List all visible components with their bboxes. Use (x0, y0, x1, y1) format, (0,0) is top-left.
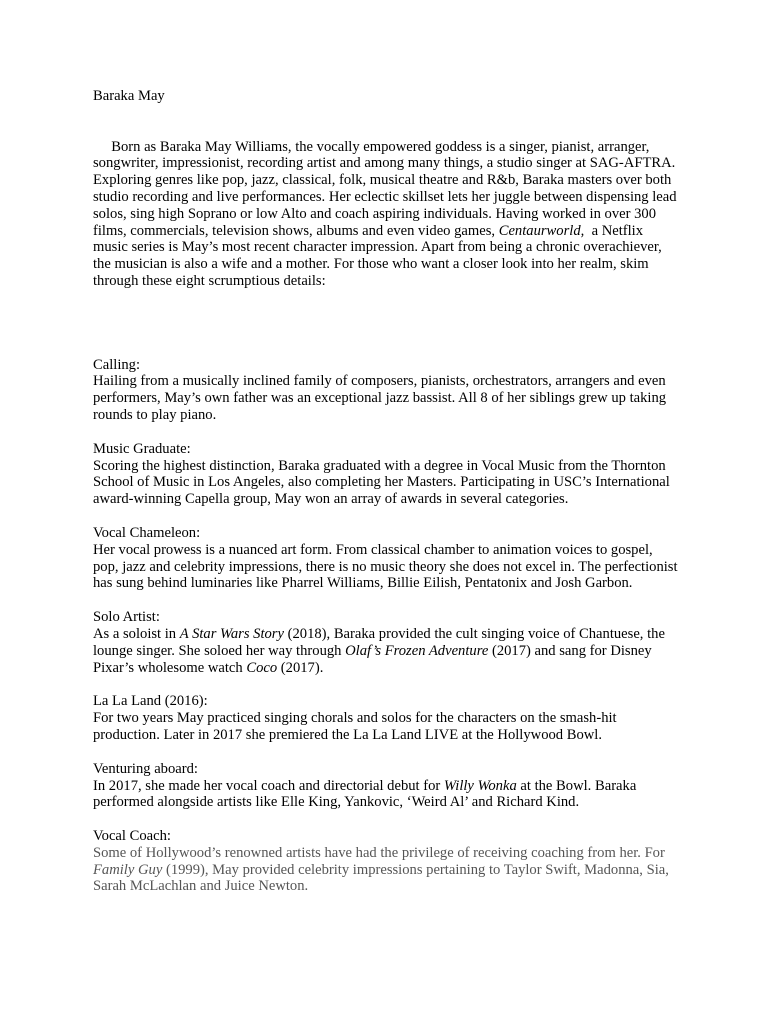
spacer (93, 307, 678, 357)
section-heading: Solo Artist: (93, 609, 160, 626)
section-text: Some of Hollywood’s renowned artists have had the privilege of receiving coaching from her. For (93, 844, 665, 861)
section-heading: Vocal Coach: (93, 828, 171, 845)
section-body (93, 845, 678, 895)
section-vocal-chameleon (93, 525, 678, 592)
intro-title-centaurworld: Centaurworld, (498, 222, 585, 239)
section-body (93, 710, 678, 744)
intro-paragraph (93, 122, 681, 307)
section-heading: Vocal Chameleon: (93, 524, 201, 541)
section-heading: Venturing aboard: (93, 760, 198, 777)
section-text: (1999), May provided celebrity impressions pertaining to Taylor Swift, Madonna, Sia, Sarah McLachlan and Juice Newton. (93, 861, 669, 895)
title-willy-wonka: Willy Wonka (443, 777, 517, 794)
section-venturing-aboard (93, 761, 678, 811)
section-heading: Calling: (93, 356, 141, 373)
section-la-la-land (93, 693, 678, 743)
section-text: In 2017, she made her vocal coach and directorial debut for (93, 777, 444, 794)
section-text: For two years May practiced singing chorals and solos for the characters on the smash-hit production. Later in 2017 she premiered the La La Land LIVE at the Hollywood Bowl. (93, 710, 617, 743)
section-body (93, 542, 678, 592)
section-solo-artist (93, 609, 678, 676)
title-family-guy: Family Guy (93, 861, 163, 878)
section-calling (93, 357, 678, 424)
section-body (93, 626, 678, 676)
section-text: Her vocal prowess is a nuanced art form. From classical chamber to animation voices to gospel, pop, jazz and celebrity impressions, there is no music theory she does not excel in. The perfectionist has sung behind luminaries like Pharrel Williams, Billie Eilish, Pentatonix and Josh Garbon. (93, 541, 678, 592)
intro-text: Born as Baraka May Williams, the vocally empowered goddess is a singer, pianist, arranger, songwriter, impressionist, recording artist and among many things, a studio singer at SAG-AFTRA. Exploring genres like pop, jazz, classical, folk, musical theatre and R&b, Baraka masters over both studio recording and live performances. Her eclectic skillset lets her juggle between dispensing lead solos, sing high Soprano or low Alto and coach aspiring individuals. Having worked in over 300 films, commercials, television shows, albums and even video games, (93, 138, 681, 239)
section-body (93, 778, 678, 812)
title-olafs-frozen-adventure: Olaf’s Frozen Adventure (345, 642, 489, 659)
section-body (93, 373, 678, 423)
section-text: Hailing from a musically inclined family of composers, pianists, orchestrators, arrangers and even performers, May’s own father was an exceptional jazz bassist. All 8 of her siblings grew up taking rounds to play piano. (93, 373, 667, 423)
section-text: at the Bowl. Baraka performed alongside artists like Elle King, Yankovic, ‘Weird Al’ and Richard Kind. (93, 777, 637, 811)
section-text: (2017). (277, 659, 324, 676)
title-coco: Coco (246, 659, 278, 676)
section-heading: La La Land (2016): (93, 693, 208, 710)
section-heading: Music Graduate: (93, 440, 191, 457)
section-music-graduate (93, 441, 678, 508)
title-star-wars-story: A Star Wars Story (179, 625, 284, 642)
section-text: Scoring the highest distinction, Baraka graduated with a degree in Vocal Music from the Thornton School of Music in Los Angeles, also completing her Masters. Participating in USC’s International award-winning Capella group, May won an array of awards in several categories. (93, 457, 670, 508)
document-title: Baraka May (93, 88, 165, 104)
section-vocal-coach (93, 828, 678, 895)
section-text: (2017) and sang for Disney Pixar’s wholesome watch (93, 642, 652, 676)
section-text: As a soloist in (93, 625, 180, 642)
section-body (93, 458, 678, 508)
intro-text: a Netflix music series is May’s most recent character impression. Apart from being a chronic overachiever, the musician is also a wife and a mother. For those who want a closer look into her realm, skim through these eight scrumptious details: (93, 222, 666, 289)
section-text: (2018), Baraka provided the cult singing voice of Chantuese, the lounge singer. She soloed her way through (93, 625, 665, 659)
document-page (93, 88, 681, 912)
